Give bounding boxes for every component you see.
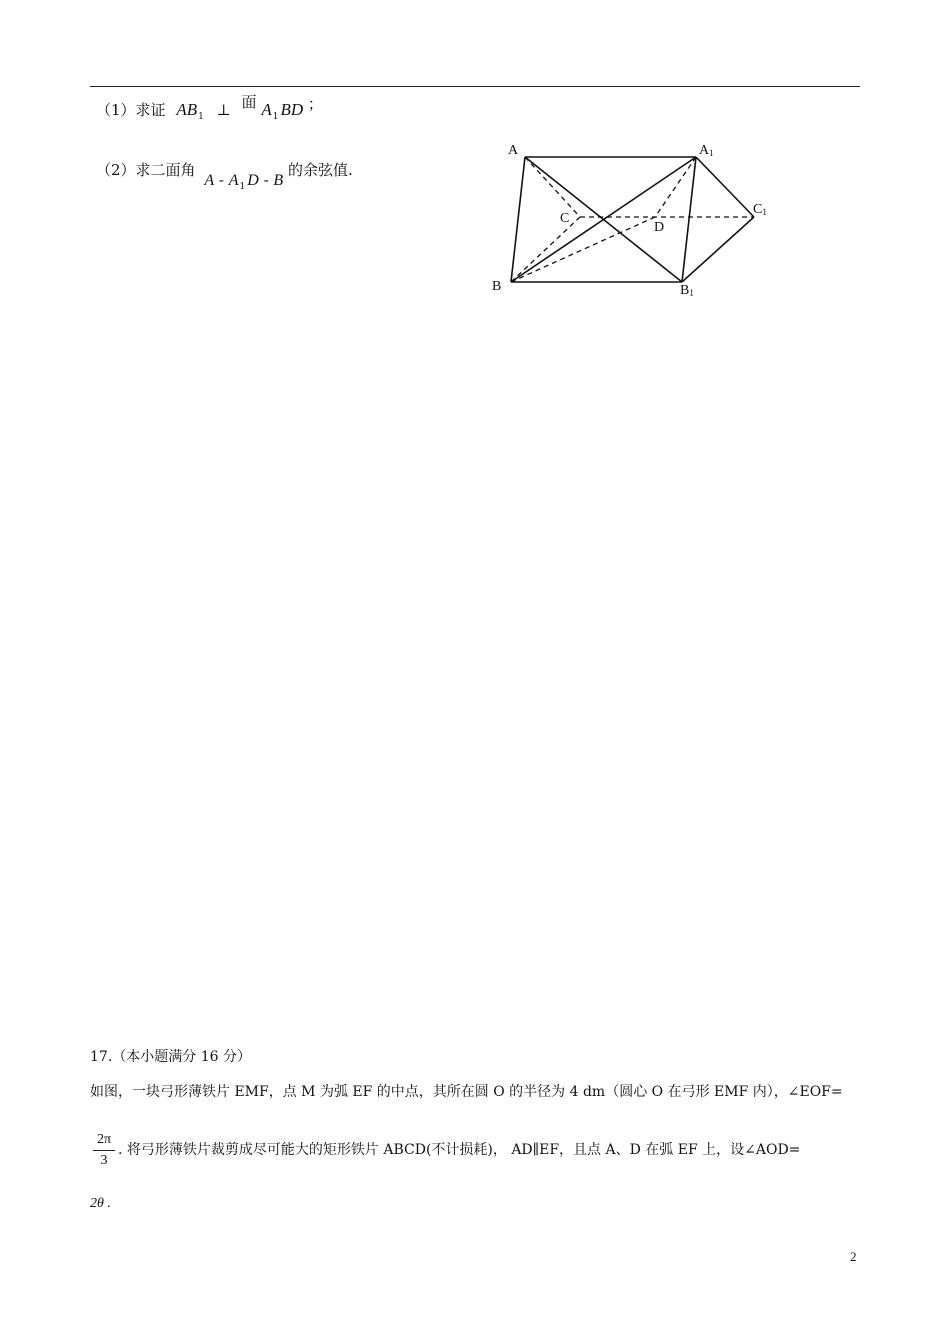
q2-a: A (204, 172, 215, 189)
q1-ab: AB (176, 100, 198, 119)
fraction-bar (93, 1150, 115, 1151)
prism-figure (488, 137, 778, 307)
label-C: C (560, 211, 570, 226)
page-number: 2 (850, 1249, 857, 1264)
q1-bd: BD (280, 100, 304, 119)
problem-17-line-3: 2θ . (90, 1196, 111, 1211)
label-A1-sub: 1 (709, 148, 714, 158)
q2-d: D (247, 172, 259, 189)
q1-suffix: ； (307, 95, 323, 113)
label-C1-main: C (753, 202, 763, 217)
q1-mian: 面 (241, 93, 257, 111)
label-C1-sub: 1 (762, 207, 767, 217)
question-part-2 (96, 160, 353, 192)
label-A: A (508, 143, 519, 158)
diag-B-A1 (511, 157, 696, 282)
q2-suffix: 的余弦值. (287, 161, 353, 179)
label-A1 (699, 143, 714, 158)
label-B1-main: B (680, 283, 690, 298)
label-B1-sub: 1 (689, 288, 694, 298)
question-part-1 (96, 93, 323, 123)
q2-a1-sub: 1 (239, 182, 246, 192)
hidden-B-C (511, 217, 580, 282)
fraction-denominator: 3 (100, 1153, 108, 1168)
edge-C1-B1 (682, 217, 754, 282)
label-A1-main: A (699, 143, 710, 158)
label-B1 (680, 283, 694, 298)
q2-prefix: （2）求二面角 (96, 161, 196, 179)
problem-17-header: 17.（本小题满分 16 分） (90, 1049, 251, 1065)
problem-17-line-2: . 将弓形薄铁片裁剪成尽可能大的矩形铁片 ABCD(不计损耗)， AD∥EF，且点 A、D 在弧 EF 上，设∠AOD= (118, 1142, 801, 1158)
label-C1 (753, 202, 767, 217)
edge-A-B (511, 157, 525, 282)
q1-perp: ⊥ (216, 101, 231, 119)
q1-a-sub: 1 (272, 112, 279, 122)
q2-b: B (273, 172, 284, 189)
fraction-2pi-over-3 (93, 1131, 115, 1170)
label-B: B (492, 279, 502, 294)
label-D: D (654, 220, 665, 235)
q2-dash-2: - (258, 171, 274, 189)
q1-a: A (261, 100, 272, 119)
prism-diagram (488, 137, 778, 307)
edge-A1-C1 (696, 157, 754, 217)
problem-17-line-1: 如图，一块弓形薄铁片 EMF，点 M 为弧 EF 的中点，其所在圆 O 的半径为 4 dm（圆心 O 在弓形 EMF 内），∠EOF= (90, 1084, 843, 1100)
fraction-numerator: 2π (96, 1132, 112, 1147)
q2-a1: A (228, 172, 239, 189)
hidden-A-C (525, 157, 580, 217)
q1-ab-sub: 1 (198, 112, 204, 122)
hidden-B-D (511, 217, 655, 282)
edge-A1-B1 (682, 157, 696, 282)
q1-prefix: （1）求证 (96, 101, 166, 119)
header-rule (90, 86, 860, 87)
q2-dash-1: - (214, 171, 229, 189)
